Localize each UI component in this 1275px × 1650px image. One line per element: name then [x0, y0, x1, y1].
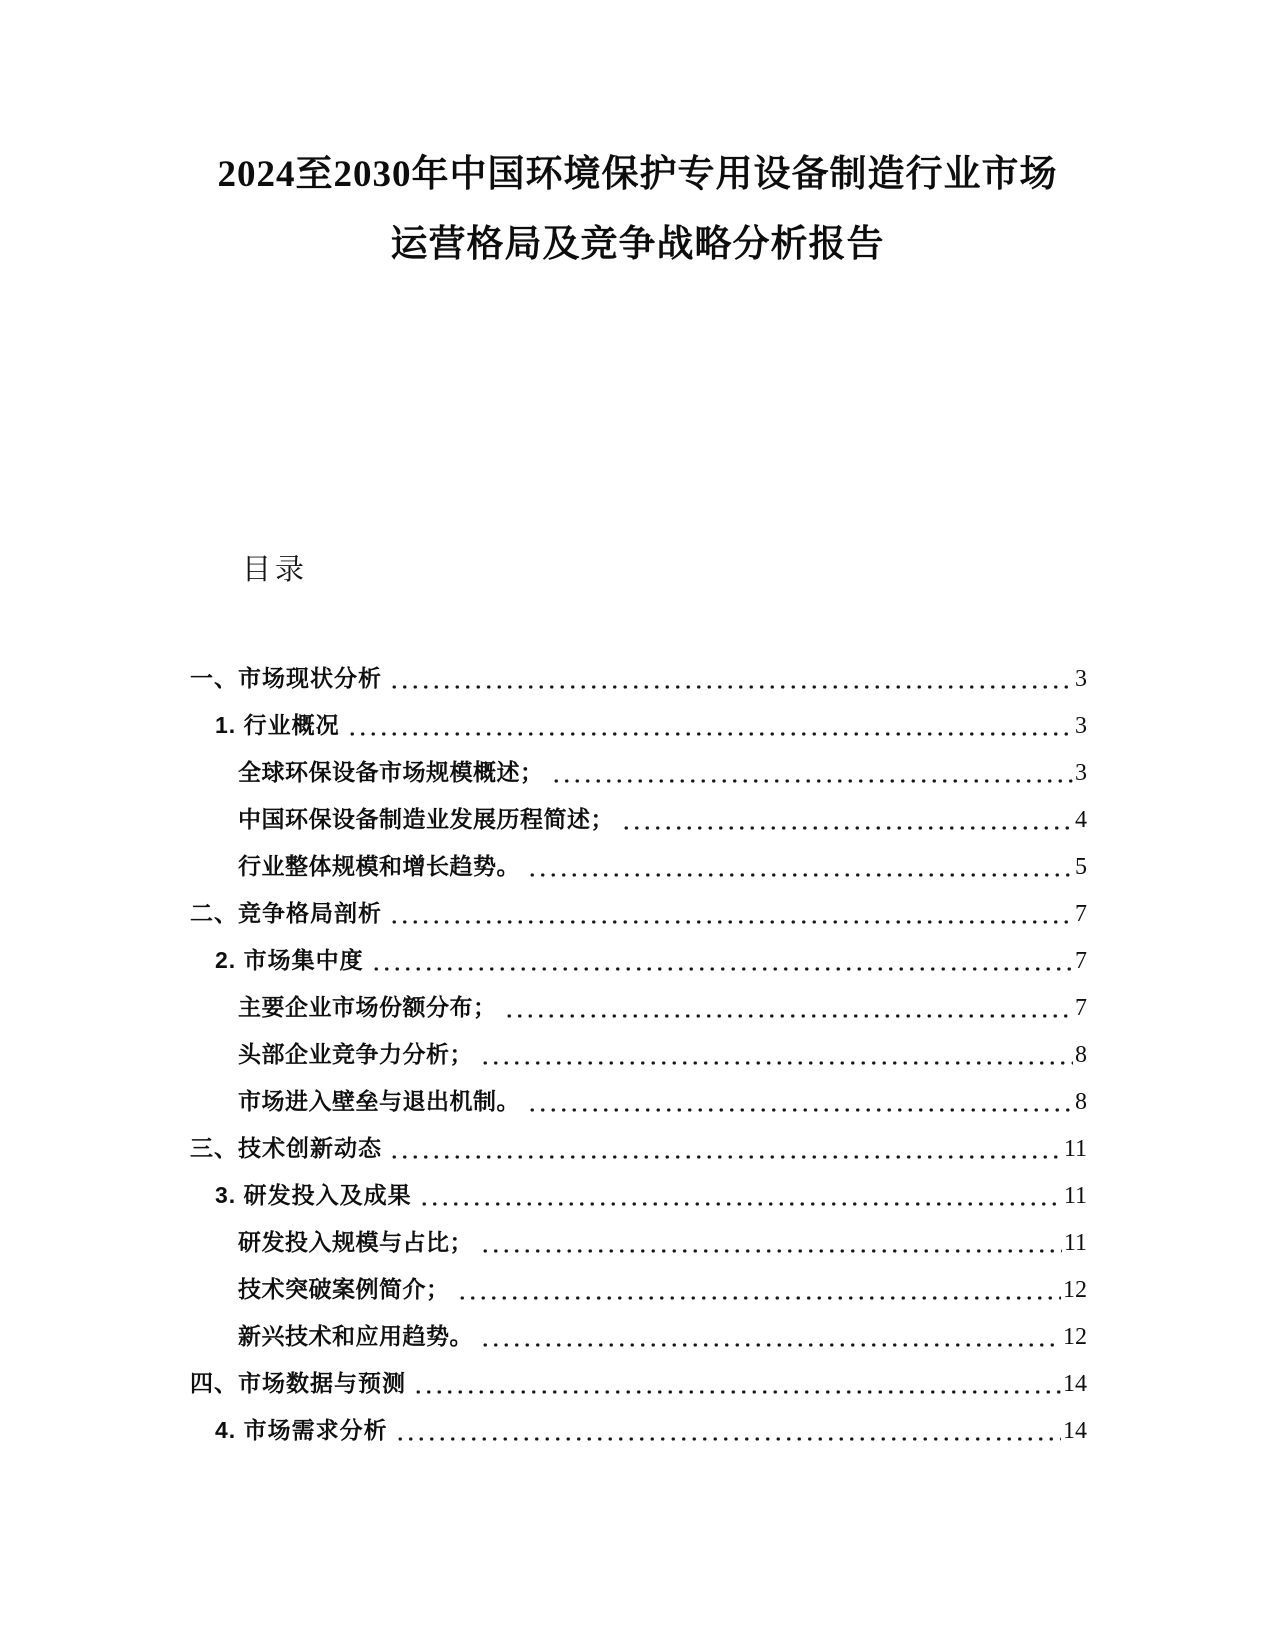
toc-entry[interactable]	[190, 749, 1087, 796]
toc-entry-label: 全球环保设备市场规模概述；	[238, 759, 544, 785]
toc-entry-label: 1. 行业概况	[215, 712, 340, 738]
toc-entry-page: 3	[1075, 666, 1087, 692]
toc-entry-page: 3	[1075, 760, 1087, 786]
toc-entry[interactable]	[190, 937, 1087, 984]
dot-leader	[527, 843, 1073, 890]
toc-entry[interactable]	[190, 1407, 1087, 1454]
toc-entry-page: 14	[1063, 1418, 1087, 1444]
toc-entry-page: 12	[1063, 1277, 1087, 1303]
toc-entry[interactable]	[190, 1219, 1087, 1266]
toc-entry-page: 11	[1063, 1230, 1087, 1256]
toc-entry-label: 3. 研发投入及成果	[215, 1182, 412, 1208]
toc-entry-page: 5	[1075, 854, 1087, 880]
toc-entry-page: 3	[1075, 713, 1087, 739]
toc-entry[interactable]	[190, 1360, 1087, 1407]
toc-entry-label: 四、市场数据与预测	[190, 1370, 406, 1396]
toc-entry-label: 一、市场现状分析	[190, 665, 382, 691]
dot-leader	[457, 1266, 1062, 1313]
dot-leader	[504, 984, 1074, 1031]
dot-leader	[395, 1407, 1061, 1454]
dot-leader	[413, 1360, 1061, 1407]
toc-entry-page: 7	[1075, 901, 1087, 927]
toc-entry[interactable]	[190, 1266, 1087, 1313]
toc-entry-page: 14	[1063, 1371, 1087, 1397]
dot-leader	[527, 1078, 1073, 1125]
toc-entry[interactable]	[190, 1172, 1087, 1219]
toc-entry-label: 二、竞争格局剖析	[190, 900, 382, 926]
dot-leader	[371, 937, 1073, 984]
toc-entry[interactable]	[190, 1031, 1087, 1078]
dot-leader	[480, 1031, 1073, 1078]
toc-entry-page: 4	[1075, 807, 1087, 833]
report-title	[95, 140, 1180, 280]
toc-heading: 目录	[242, 554, 309, 586]
toc-entry-label: 新兴技术和应用趋势。	[238, 1323, 473, 1349]
toc-entry[interactable]	[190, 1078, 1087, 1125]
toc-entry-label: 行业整体规模和增长趋势。	[238, 853, 520, 879]
toc-entry-label: 市场进入壁垒与退出机制。	[238, 1088, 520, 1114]
toc-entry-page: 8	[1075, 1042, 1087, 1068]
report-title-line1: 2024至2030年中国环境保护专用设备制造行业市场	[217, 154, 1058, 195]
toc-entry[interactable]	[190, 702, 1087, 749]
toc-entry[interactable]	[190, 843, 1087, 890]
dot-leader	[389, 1125, 1062, 1172]
toc-entry-label: 4. 市场需求分析	[215, 1417, 388, 1443]
report-title-line2: 运营格局及竞争战略分析报告	[390, 224, 885, 265]
toc-entry-page: 12	[1063, 1324, 1087, 1350]
toc-entry-label: 中国环保设备制造业发展历程简述；	[238, 806, 614, 832]
dot-leader	[480, 1313, 1061, 1360]
dot-leader	[480, 1219, 1062, 1266]
dot-leader	[389, 890, 1073, 937]
toc-entry[interactable]	[190, 655, 1087, 702]
toc-entry-label: 三、技术创新动态	[190, 1135, 382, 1161]
toc-entry-label: 头部企业竞争力分析；	[238, 1041, 473, 1067]
toc-entry[interactable]	[190, 796, 1087, 843]
toc-entry-page: 7	[1075, 948, 1087, 974]
toc-entry[interactable]	[190, 1313, 1087, 1360]
toc-entry-page: 11	[1063, 1136, 1087, 1162]
dot-leader	[347, 702, 1073, 749]
dot-leader	[419, 1172, 1062, 1219]
toc-list	[190, 655, 1087, 1454]
toc-entry-label: 2. 市场集中度	[215, 947, 364, 973]
dot-leader	[621, 796, 1073, 843]
toc-entry-page: 7	[1075, 995, 1087, 1021]
toc-entry[interactable]	[190, 1125, 1087, 1172]
toc-entry-label: 主要企业市场份额分布；	[238, 994, 497, 1020]
toc-entry-page: 11	[1063, 1183, 1087, 1209]
toc-entry-page: 8	[1075, 1089, 1087, 1115]
dot-leader	[551, 749, 1074, 796]
toc-entry[interactable]	[190, 890, 1087, 937]
toc-entry[interactable]	[190, 984, 1087, 1031]
toc-entry-label: 技术突破案例简介；	[238, 1276, 450, 1302]
dot-leader	[389, 655, 1073, 702]
toc-entry-label: 研发投入规模与占比；	[238, 1229, 473, 1255]
